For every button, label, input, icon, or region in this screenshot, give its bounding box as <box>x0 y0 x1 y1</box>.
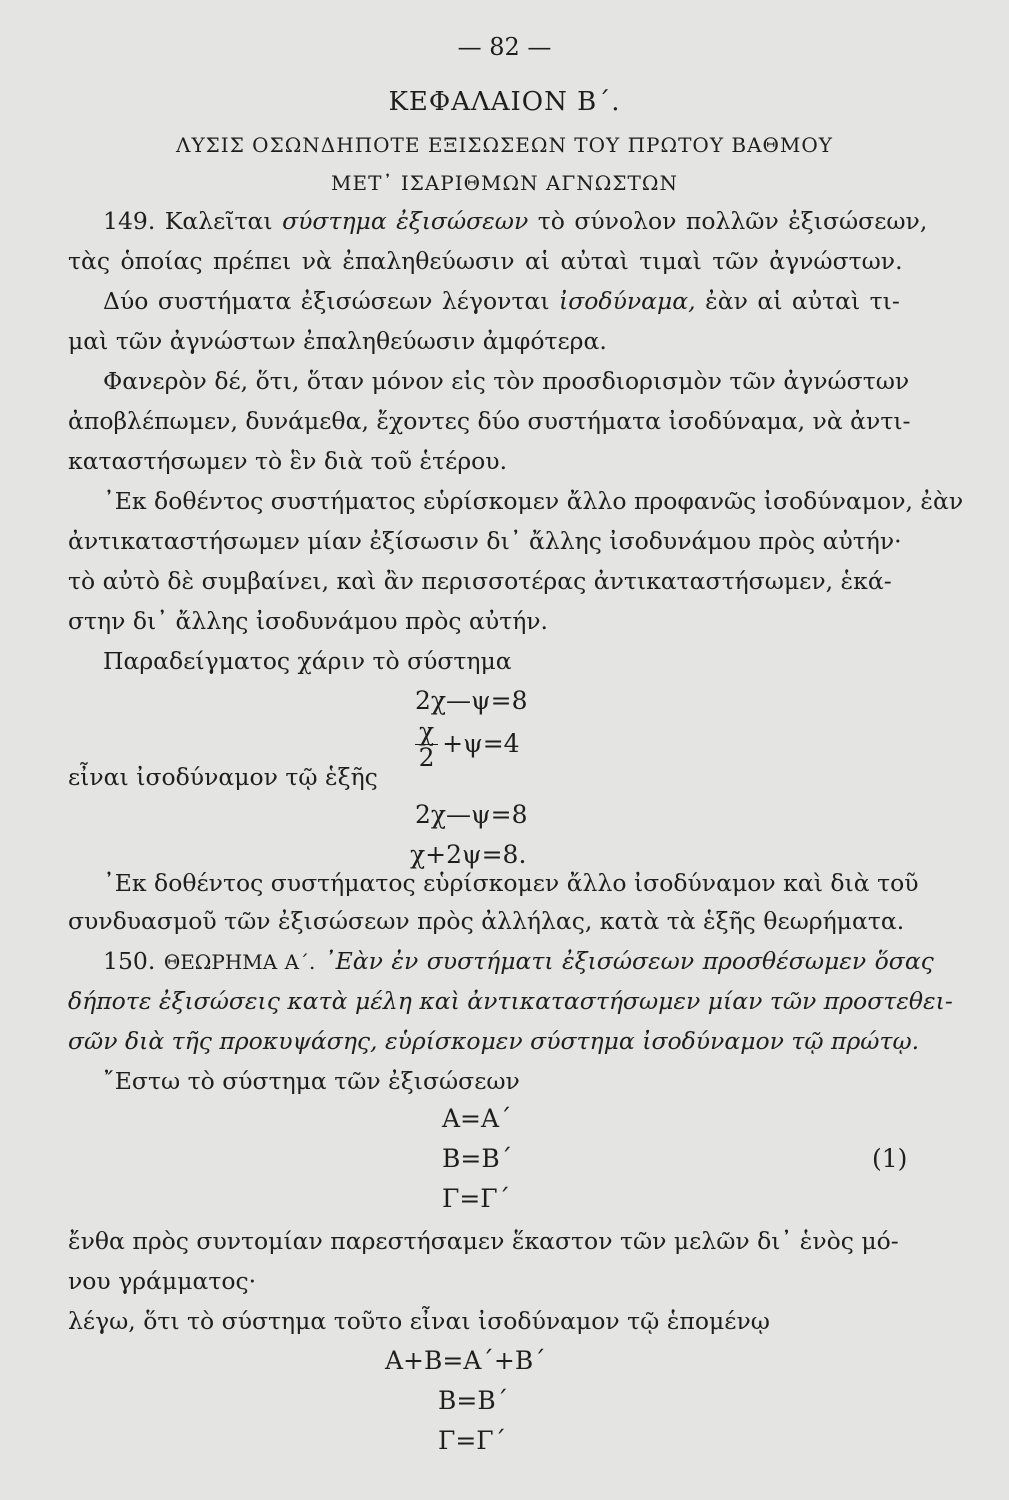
theorem-line-1 <box>103 946 934 977</box>
fraction-numerator: χ <box>415 720 438 745</box>
paragraph-number-149: 149. <box>103 207 156 235</box>
para-ek1-line-2: ἀντικαταστήσωμεν μίαν ἐξίσωσιν δι᾽ ἄλλης ἰσοδυνάμου πρὸς αὐτήν· <box>68 527 902 555</box>
section-heading-line-1: ΛΥΣΙΣ ΟΣΩΝΔΗΠΟΤΕ ΕΞΙΣΩΣΕΩΝ ΤΟΥ ΠΡΩΤΟΥ ΒΑΘΜΟΥ <box>176 133 833 157</box>
para-149-line-3-b: ἐὰν αἱ αὐταὶ τι- <box>705 287 900 315</box>
term-equivalent: ἰσοδύναμα, <box>559 287 696 315</box>
fraction-x-over-2 <box>415 717 438 772</box>
esto-line: ῎Εστω τὸ σύστημα τῶν ἐξισώσεων <box>103 1067 520 1095</box>
system-1-label: (1) <box>872 1144 908 1173</box>
system-1-eq-2: B=B΄ <box>442 1144 513 1173</box>
para-149-line-3 <box>103 286 900 316</box>
theorem-line-2: δήποτε ἐξισώσεις κατὰ μέλη καὶ ἀντικαταστήσωμεν μίαν τῶν προστεθει- <box>68 987 953 1015</box>
para-ek2-line-1: ᾽Εκ δοθέντος συστήματος εὑρίσκομεν ἄλλο ἰσοδύναμον καὶ διὰ τοῦ <box>103 869 919 897</box>
fraction-denominator: 2 <box>418 743 435 772</box>
para-ek1-line-3: τὸ αὐτὸ δὲ συμβαίνει, καὶ ἂν περισσοτέρας ἀντικαταστήσωμεν, ἑκά- <box>68 567 892 595</box>
para-149-line-4: μαὶ τῶν ἀγνώστων ἐπαληθεύωσιν ἀμφότερα. <box>68 327 607 355</box>
para-ek1-line-4: στην δι᾽ ἄλλης ἰσοδυνάμου πρὸς αὐτήν. <box>68 607 549 635</box>
paragraph-number-150: 150. <box>103 947 156 975</box>
equation-a-2-rest: +ψ=4 <box>442 729 520 758</box>
theorem-title: ΘΕΩΡΗΜΑ Α΄. <box>163 950 316 974</box>
para-fan-line-3: καταστήσωμεν τὸ ἓν διὰ τοῦ ἑτέρου. <box>68 447 508 475</box>
chapter-title: ΚΕΦΑΛΑΙΟΝ Β΄. <box>388 87 621 117</box>
system-1-eq-3: Γ=Γ΄ <box>442 1184 511 1213</box>
para-fan-line-2: ἀποβλέπωμεν, δυνάμεθα, ἔχοντες δύο συστήματα ἰσοδύναμα, νὰ ἀντι- <box>68 407 911 435</box>
equation-b-1: 2χ—ψ=8 <box>415 800 528 829</box>
enta-line-2: νου γράμματος· <box>68 1267 257 1295</box>
equivalent-text: εἶναι ἰσοδύναμον τῷ ἑξῆς <box>68 763 378 791</box>
para-ek2-line-2: συνδυασμοῦ τῶν ἐξισώσεων πρὸς ἀλλήλας, κατὰ τὰ ἑξῆς θεωρήματα. <box>68 907 905 935</box>
para-149-text-b: τὸ σύνολον πολλῶν ἐξισώσεων, <box>537 207 928 235</box>
page-number: — 82 — <box>457 33 552 61</box>
equation-a-1: 2χ—ψ=8 <box>415 686 528 715</box>
theorem-line-3: σῶν διὰ τῆς προκυψάσης, εὑρίσκομεν σύστημα ἰσοδύναμον τῷ πρώτῳ. <box>68 1027 920 1055</box>
equation-a-2 <box>415 717 520 772</box>
para-149-line-2: τὰς ὁποίας πρέπει νὰ ἐπαληθεύωσιν αἱ αὐταὶ τιμαὶ τῶν ἀγνώστων. <box>68 247 903 275</box>
para-149-line-3-a: Δύο συστήματα ἐξισώσεων λέγονται <box>103 287 550 315</box>
example-intro: Παραδείγματος χάριν τὸ σύστημα <box>103 647 512 675</box>
equation-b-2: χ+2ψ=8. <box>410 840 527 869</box>
system-2-eq-3: Γ=Γ΄ <box>438 1426 507 1455</box>
para-ek1-line-1: ᾽Εκ δοθέντος συστήματος εὑρίσκομεν ἄλλο προφανῶς ἰσοδύναμον, ἐὰν <box>103 487 964 515</box>
lego-line: λέγω, ὅτι τὸ σύστημα τοῦτο εἶναι ἰσοδύναμον τῷ ἑπομένῳ <box>68 1307 770 1335</box>
para-fan-line-1: Φανερὸν δέ, ὅτι, ὅταν μόνον εἰς τὸν προσδιορισμὸν τῶν ἀγνώστων <box>103 367 910 395</box>
para-149-text-a: Καλεῖται <box>164 207 273 235</box>
system-1-eq-1: A=A΄ <box>442 1104 512 1133</box>
enta-line-1: ἔνθα πρὸς συντομίαν παρεστήσαμεν ἕκαστον τῶν μελῶν δι᾽ ἑνὸς μό- <box>68 1227 899 1255</box>
para-149-line-1 <box>103 206 945 236</box>
term-system-of-equations: σύστημα ἐξισώσεων <box>282 207 529 235</box>
system-2-eq-2: B=B΄ <box>438 1386 509 1415</box>
section-heading-line-2: ΜΕΤ᾽ ΙΣΑΡΙΘΜΩΝ ΑΓΝΩΣΤΩΝ <box>331 171 678 195</box>
theorem-text-1: ᾽Εὰν ἐν συστήματι ἐξισώσεων προσθέσωμεν ὅσας <box>323 947 934 975</box>
system-2-eq-1: A+B=A΄+B΄ <box>385 1346 546 1375</box>
